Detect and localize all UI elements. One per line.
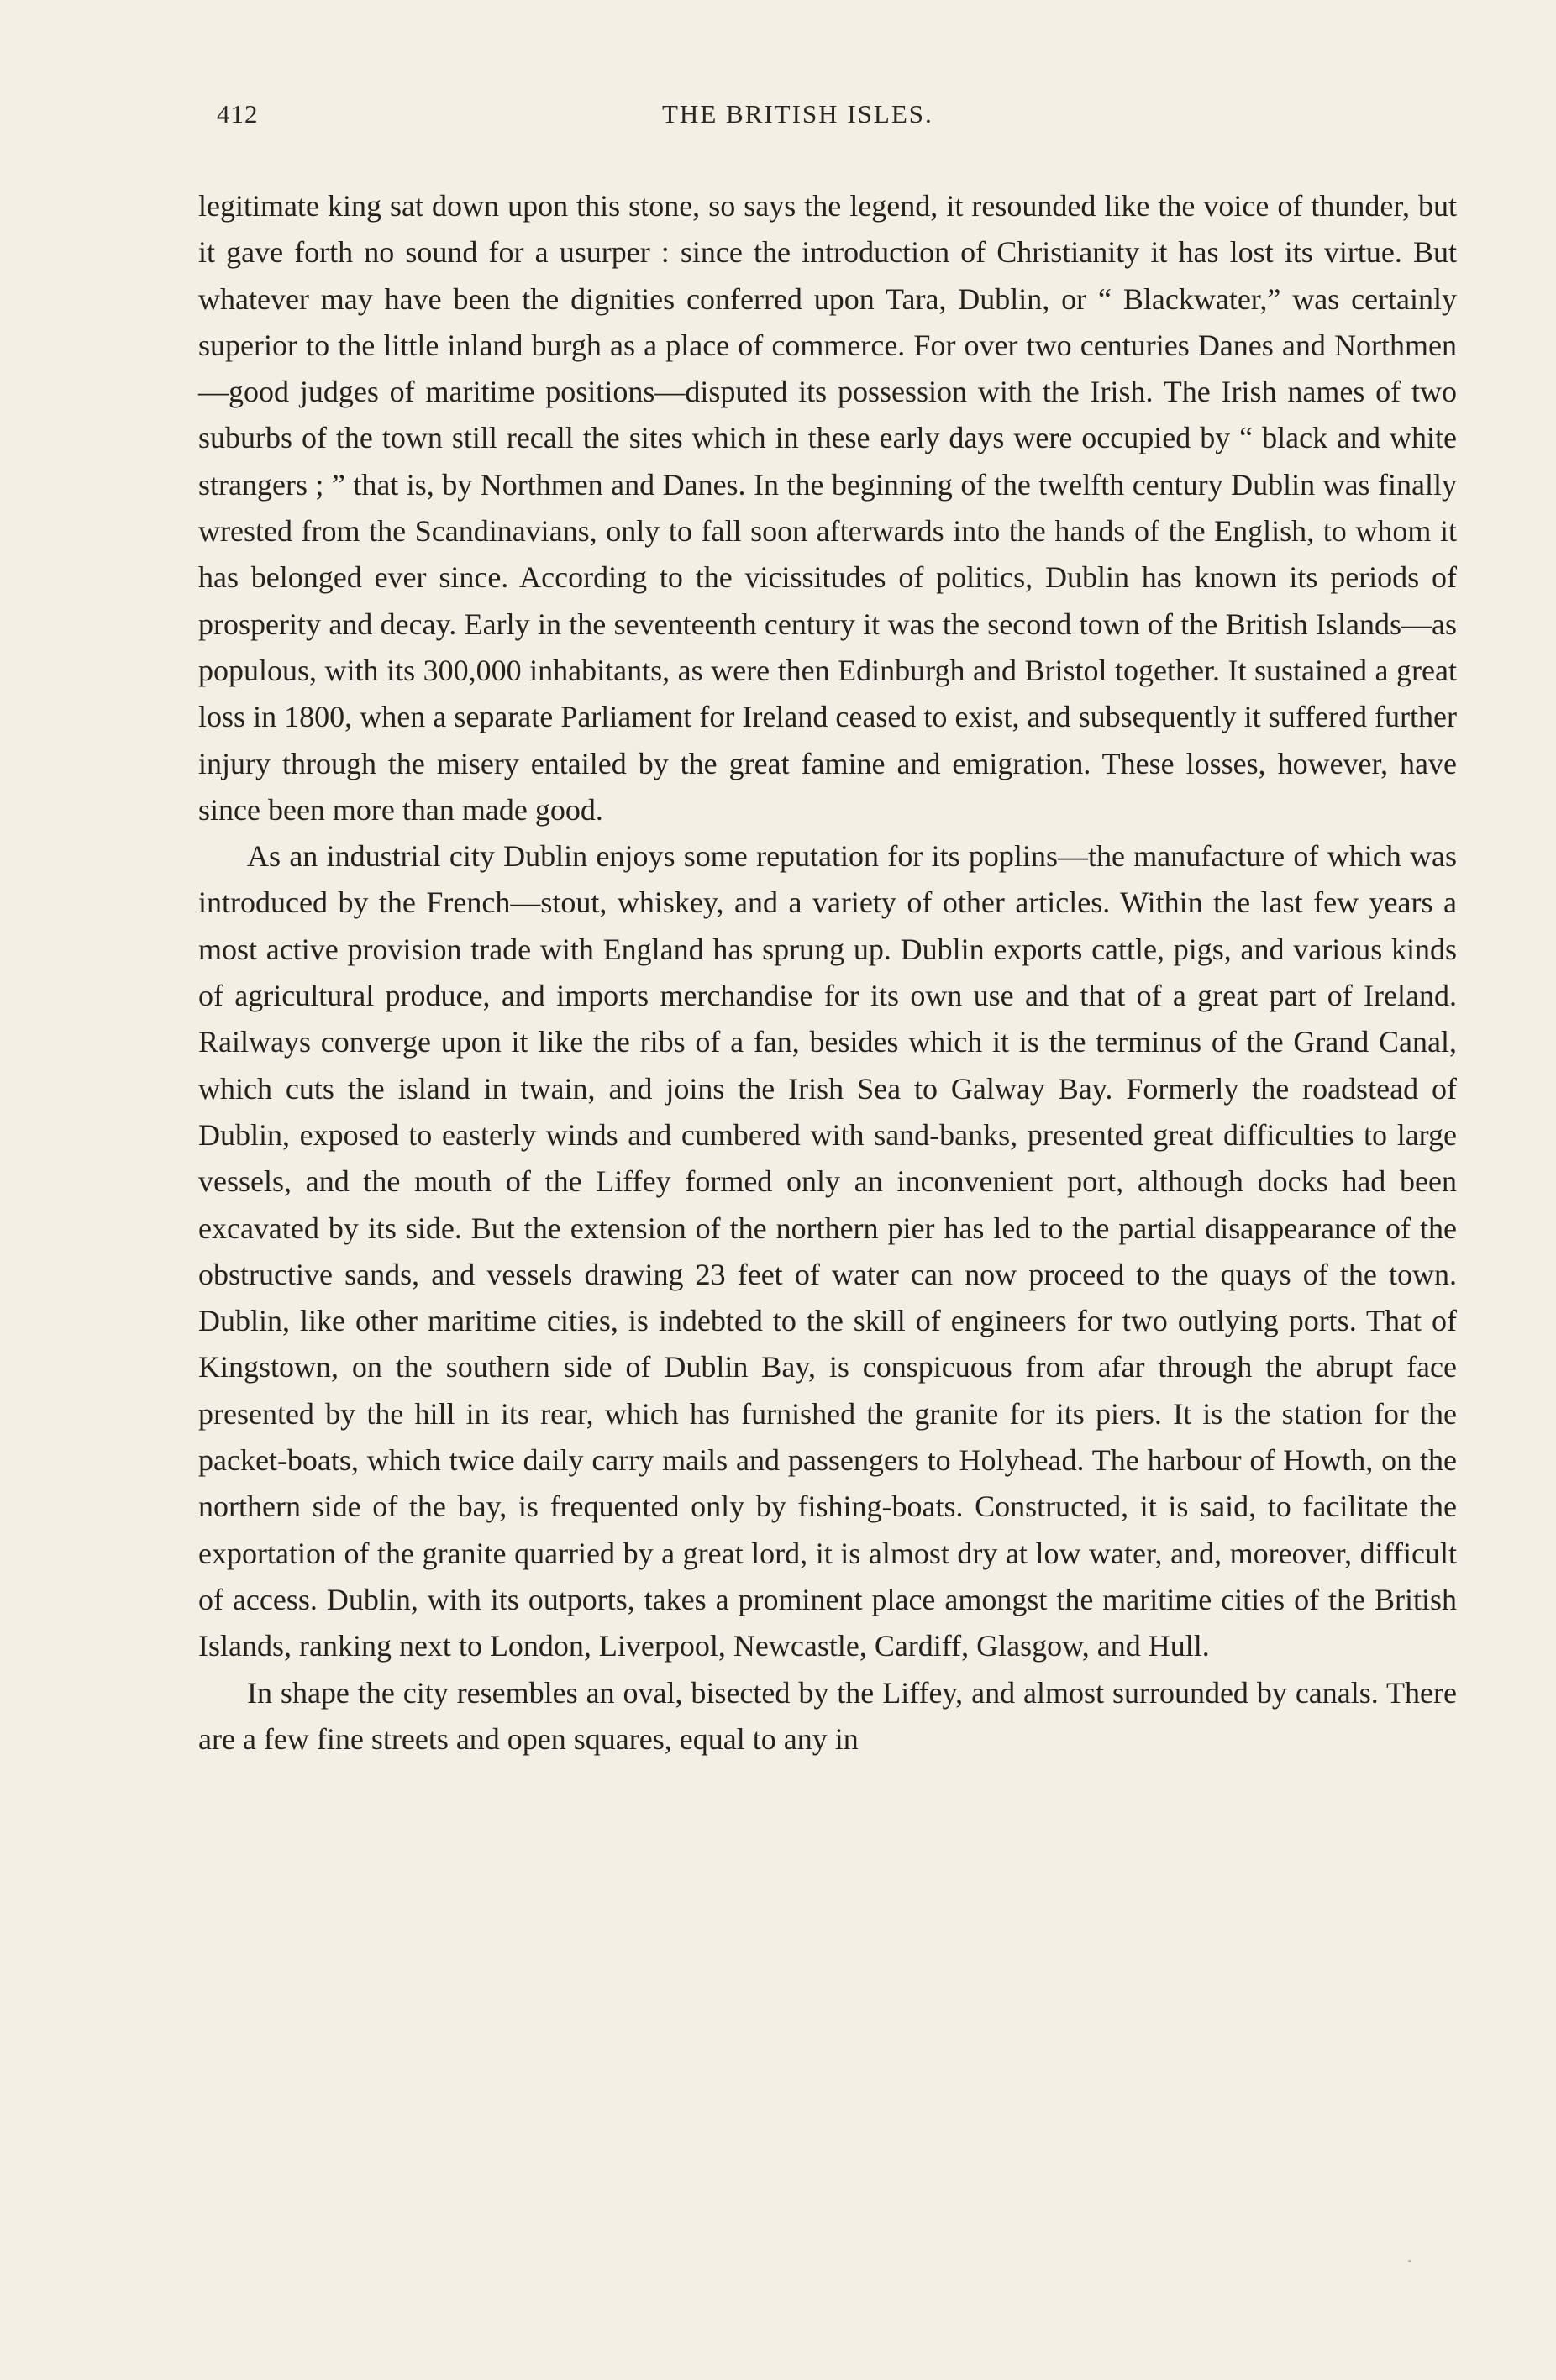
running-title: THE BRITISH ISLES. — [662, 99, 933, 129]
paragraph-continued: legitimate king sat down upon this stone, so says the legend, it resounded like the voice of thunder, but it gave forth no sound for a usurper : since the introduction of Christianity it has lost its virtue. But whatever may have been the dignities conferred upon Tara, Dublin, or “ Blackwater,” was certainly superior to the little inland burgh as a place of commerce. For over two centuries Danes and Northmen—good judges of maritime positions—disputed its possession with the Irish. The Irish names of two suburbs of the town still recall the sites which in these early days were occupied by “ black and white strangers ; ” that is, by Northmen and Danes. In the beginning of the twelfth century Dublin was finally wrested from the Scandinavians, only to fall soon afterwards into the hands of the English, to whom it has belonged ever since. According to the vicissitudes of politics, Dublin has known its periods of prosperity and decay. Early in the seventeenth century it was the second town of the British Islands—as populous, with its 300,000 inhabitants, as were then Edinburgh and Bristol together. It sustained a great loss in 1800, when a separate Parliament for Ireland ceased to exist, and subsequently it suffered further injury through the misery entailed by the great famine and emigration. These losses, however, have since been more than made good. — [198, 189, 1457, 827]
paragraph-city-shape: In shape the city resembles an oval, bisected by the Liffey, and almost surrounded by canals. There are a few fine streets and open squares, equal to any in — [198, 1675, 1457, 1756]
running-head — [0, 99, 1556, 150]
body-text — [198, 183, 1457, 1763]
paper-speck — [1408, 2260, 1411, 2262]
page-number: 412 — [217, 99, 259, 129]
paragraph-industrial-city: As an industrial city Dublin enjoys some reputation for its poplins—the manufacture of which was introduced by the French—stout, whiskey, and a variety of other articles. Within the last few years a most active provision trade with England has sprung up. Dublin exports cattle, pigs, and various kinds of agricultural produce, and imports merchandise for its own use and that of a great part of Ireland. Railways converge upon it like the ribs of a fan, besides which it is the terminus of the Grand Canal, which cuts the island in twain, and joins the Irish Sea to Galway Bay. Formerly the roadstead of Dublin, exposed to easterly winds and cumbered with sand-banks, presented great difficulties to large vessels, and the mouth of the Liffey formed only an inconvenient port, although docks had been excavated by its side. But the extension of the northern pier has led to the partial disappearance of the obstructive sands, and vessels drawing 23 feet of water can now proceed to the quays of the town. Dublin, like other maritime cities, is indebted to the skill of engineers for two outlying ports. That of Kingstown, on the southern side of Dublin Bay, is conspicuous from afar through the abrupt face presented by the hill in its rear, which has furnished the granite for its piers. It is the station for the packet-boats, which twice daily carry mails and passengers to Holyhead. The harbour of Howth, on the northern side of the bay, is frequented only by fishing-boats. Constructed, it is said, to facilitate the exportation of the granite quarried by a great lord, it is almost dry at low water, and, moreover, difficult of access. Dublin, with its outports, takes a prominent place amongst the maritime cities of the British Islands, ranking next to London, Liverpool, Newcastle, Cardiff, Glasgow, and Hull. — [198, 839, 1457, 1663]
